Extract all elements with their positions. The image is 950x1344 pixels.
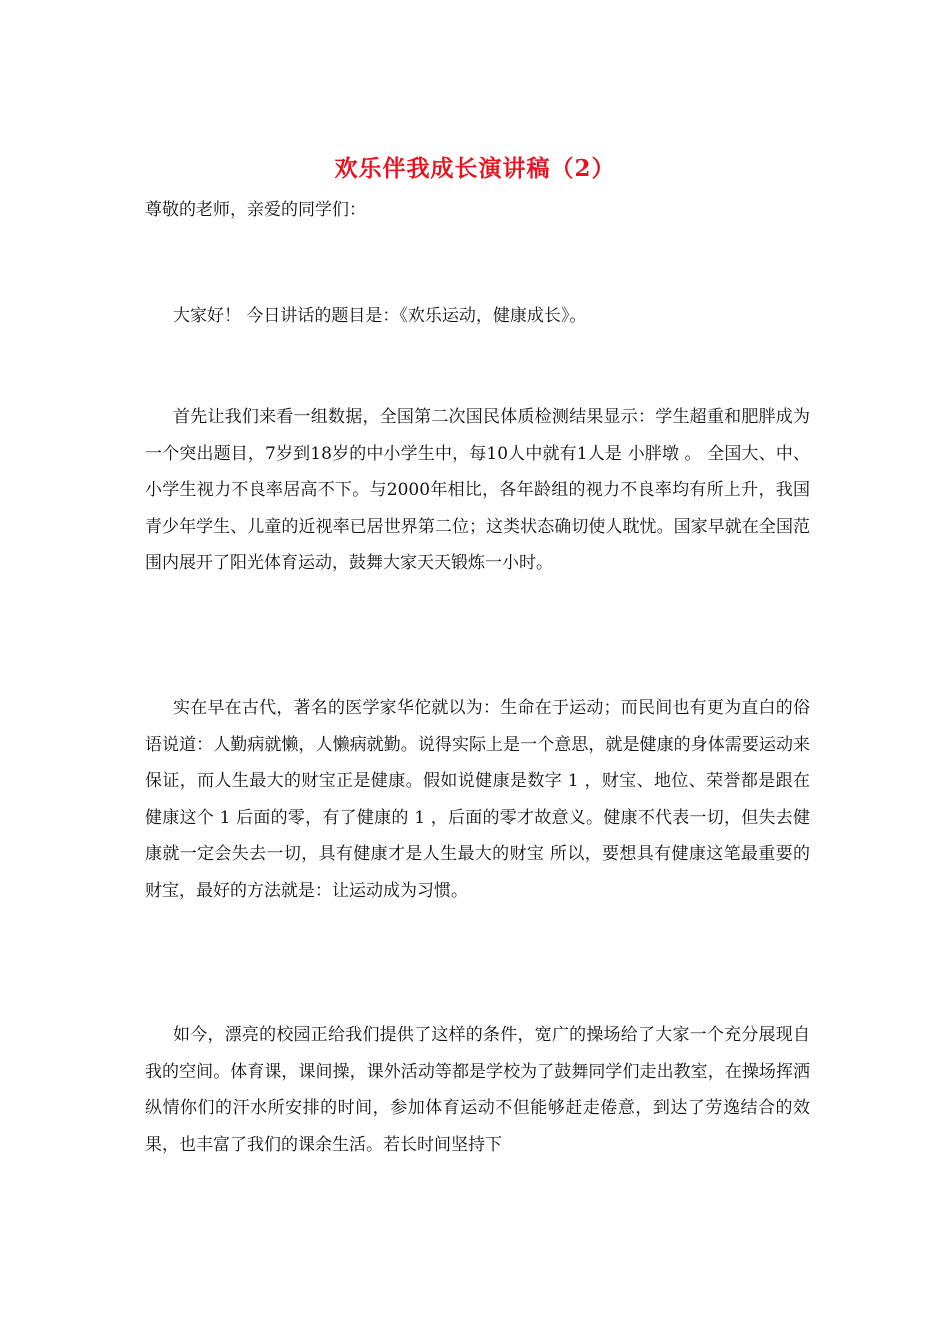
- greeting-line: 尊敬的老师，亲爱的同学们：: [145, 200, 366, 220]
- paragraph-data: 首先让我们来看一组数据，全国第二次国民体质检测结果显示：学生超重和肥胖成为一个突出题目，7岁到18岁的中小学生中，每10人中就有1人是 小胖墩 。 全国大、中、小学生视力不良率居高不下。与2000年相比，各年龄组的视力不良率均有所上升，我国青少年学生、儿童的近视率已居世界第二位；这类状态确切使人耽忧。国家早就在全国范围内展开了阳光体育运动，鼓舞大家天天锻炼一小时。: [145, 407, 810, 573]
- paragraph-opening: 大家好！ 今日讲话的题目是：《欢乐运动，健康成长》。: [173, 306, 587, 326]
- paragraph-ancient-wisdom: 实在早在古代，著名的医学家华佗就以为：生命在于运动；而民间也有更为直白的俗语说道：人勤病就懒，人懒病就勤。说得实际上是一个意思，就是健康的身体需要运动来保证，而人生最大的财宝正是健康。假如说健康是数字 1 ，财宝、地位、荣誉都是跟在健康这个 1 后面的零，有了健康的 1 ，后面的零才故意义。健康不代表一切，但失去健康就一定会失去一切，具有健康才是人生最大的财宝 所以，要想具有健康这笔最重要的财宝，最好的方法就是：让运动成为习惯。: [145, 698, 810, 901]
- paragraph-campus: 如今，漂亮的校园正给我们提供了这样的条件，宽广的操场给了大家一个充分展现自我的空间。体育课，课间操，课外活动等都是学校为了鼓舞同学们走出教室，在操场挥洒纵情你们的汗水所安排的时间，参加体育运动不但能够赶走倦意，到达了劳逸结合的效果，也丰富了我们的课余生活。若长时间坚持下: [145, 1025, 810, 1155]
- document-title: 欢乐伴我成长演讲稿（2）: [334, 155, 616, 182]
